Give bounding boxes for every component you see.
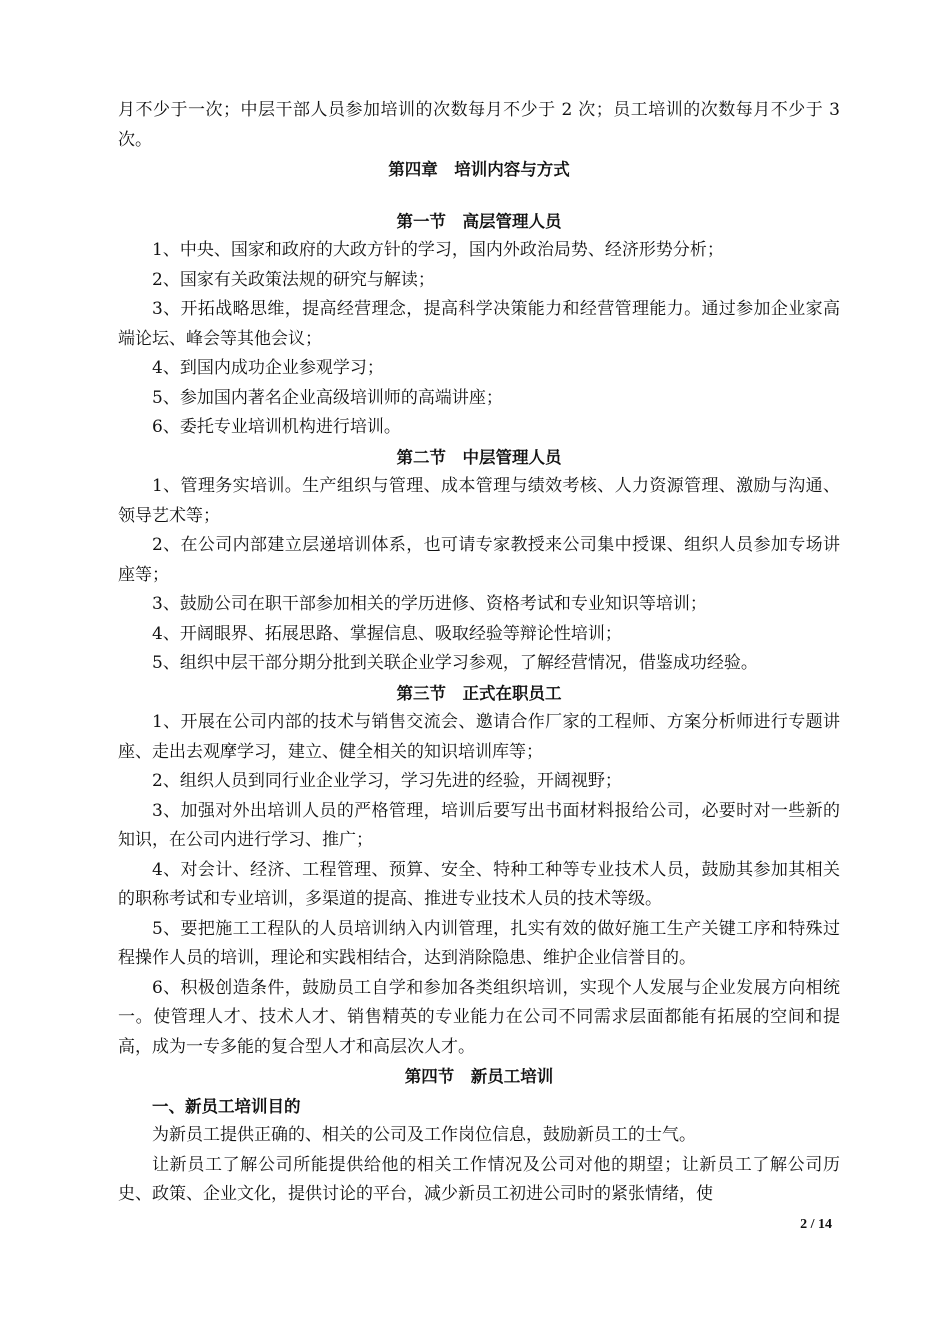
section-heading: 第一节 高层管理人员 — [396, 211, 562, 231]
body-paragraph: 3、鼓励公司在职干部参加相关的学历进修、资格考试和专业知识等培训； — [152, 594, 707, 614]
page-current: 2 — [800, 1217, 808, 1232]
body-paragraph: 1、中央、国家和政府的大政方针的学习，国内外政治局势、经济形势分析； — [152, 240, 724, 260]
body-paragraph: 5、要把施工工程队的人员培训纳入内训管理，扎实有效的做好施工生产关键工序和特殊过程操作人员的培训，理论和实践相结合，达到消除隐患、维护企业信誉目的。 — [118, 918, 840, 968]
document-body — [118, 96, 840, 1210]
body-paragraph: 3、开拓战略思维，提高经营理念，提高科学决策能力和经营管理能力。通过参加企业家高端论坛、峰会等其他会议； — [118, 299, 840, 349]
body-paragraph: 6、委托专业培训机构进行培训。 — [152, 417, 401, 437]
body-paragraph: 4、到国内成功企业参观学习； — [152, 358, 384, 378]
section-heading: 第四章 培训内容与方式 — [388, 160, 570, 179]
body-paragraph: 4、开阔眼界、拓展思路、掌握信息、吸取经验等辩论性培训； — [152, 623, 622, 644]
section-heading: 第三节 正式在职员工 — [396, 683, 562, 703]
page-total: 14 — [818, 1217, 832, 1232]
body-paragraph: 4、对会计、经济、工程管理、预算、安全、特种工种等专业技术人员，鼓励其参加其相关的职称考试和专业培训，多渠道的提高、推进专业技术人员的技术等级。 — [118, 859, 840, 909]
body-paragraph: 3、加强对外出培训人员的严格管理，培训后要写出书面材料报给公司，必要时对一些新的知识，在公司内进行学习、推广； — [118, 800, 840, 850]
body-paragraph: 1、管理务实培训。生产组织与管理、成本管理与绩效考核、人力资源管理、激励与沟通、领导艺术等； — [118, 476, 840, 526]
body-paragraph: 5、参加国内著名企业高级培训师的高端讲座； — [152, 387, 503, 408]
body-paragraph: 6、积极创造条件，鼓励员工自学和参加各类组织培训，实现个人发展与企业发展方向相统一。使管理人才、技术人才、销售精英的专业能力在公司不同需求层面都能有拓展的空间和提高，成为一专多能的复合型人才和高层次人才。 — [118, 977, 840, 1057]
page-number — [800, 1217, 832, 1233]
body-paragraph: 1、开展在公司内部的技术与销售交流会、邀请合作厂家的工程师、方案分析师进行专题讲座、走出去观摩学习，建立、健全相关的知识培训库等； — [118, 712, 840, 762]
section-heading: 第四节 新员工培训 — [404, 1067, 554, 1086]
subsection-heading: 一、新员工培训目的 — [152, 1096, 301, 1116]
body-paragraph: 让新员工了解公司所能提供给他的相关工作情况及公司对他的期望；让新员工了解公司历史、政策、企业文化，提供讨论的平台，减少新员工初进公司时的紧张情绪，使 — [118, 1154, 840, 1204]
body-paragraph: 月不少于一次；中层干部人员参加培训的次数每月不少于 2 次；员工培训的次数每月不少于 3 次。 — [118, 100, 840, 150]
body-paragraph: 5、组织中层干部分期分批到关联企业学习参观，了解经营情况，借鉴成功经验。 — [152, 653, 758, 673]
section-heading: 第二节 中层管理人员 — [396, 447, 562, 467]
body-paragraph: 为新员工提供正确的、相关的公司及工作岗位信息，鼓励新员工的士气。 — [152, 1125, 696, 1145]
body-paragraph: 2、在公司内部建立层递培训体系，也可请专家教授来公司集中授课、组织人员参加专场讲座等； — [118, 535, 840, 585]
page-separator: / — [810, 1217, 815, 1232]
body-paragraph: 2、国家有关政策法规的研究与解读； — [152, 269, 435, 290]
body-paragraph: 2、组织人员到同行业企业学习，学习先进的经验，开阔视野； — [152, 771, 622, 791]
